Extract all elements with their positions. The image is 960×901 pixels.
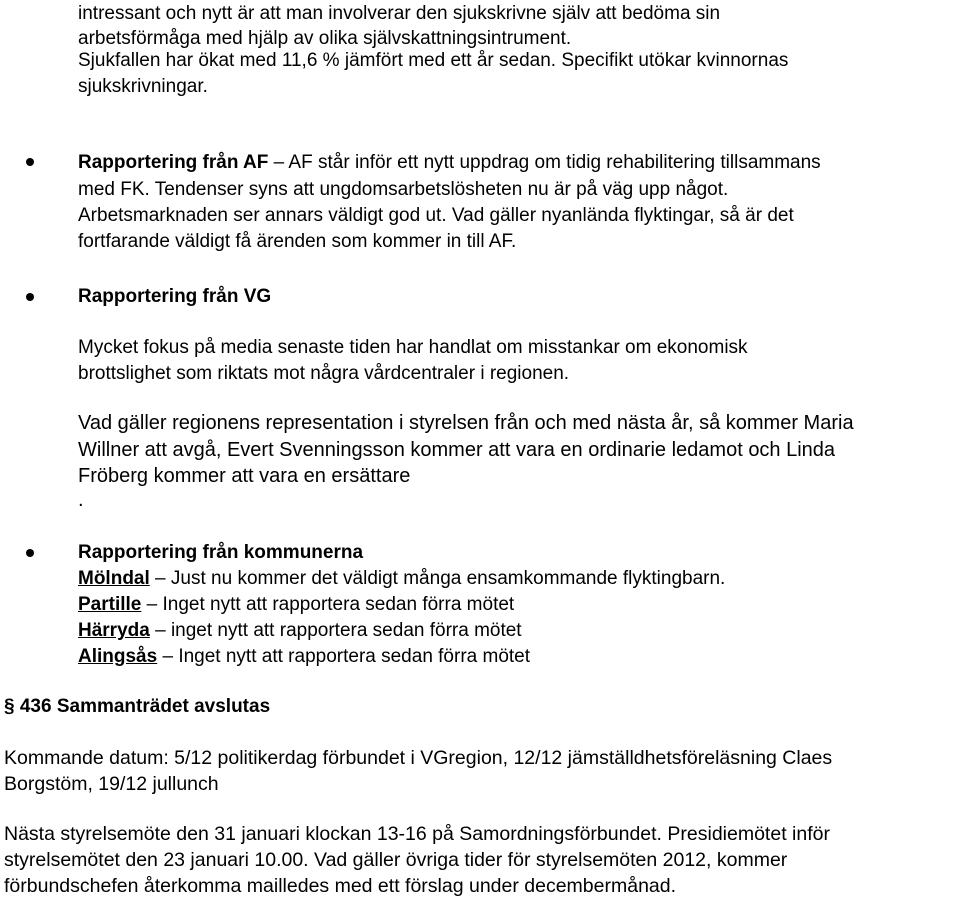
kommun-text: – inget nytt att rapportera sedan förra mötet xyxy=(149,620,522,641)
af-line-1 xyxy=(78,153,821,172)
bullet-icon xyxy=(26,549,34,557)
vg-p2-line-1: Vad gäller regionens representation i styrelsen från och med nästa år, så kommer Maria xyxy=(78,412,854,434)
kommun-item-molndal xyxy=(78,569,725,588)
kommun-name: Partille xyxy=(78,594,142,615)
kommun-text: – Inget nytt att rapportera sedan förra mötet xyxy=(157,646,531,667)
bullet-icon xyxy=(26,158,34,166)
section-number: § 436 xyxy=(4,696,52,717)
closing-p2-line-2: styrelsemötet den 23 januari 10.00. Vad gäller övriga tider för styrelsemöten 2012, kommer xyxy=(4,849,788,871)
kommun-item-harryda xyxy=(78,621,522,640)
section-title: Sammanträdet avslutas xyxy=(51,696,271,717)
kommun-item-alingsas xyxy=(78,647,530,666)
af-line-1-rest: – AF står inför ett nytt uppdrag om tidig rehabilitering tillsammans xyxy=(268,152,821,173)
kommun-text: – Inget nytt att rapportera sedan förra mötet xyxy=(141,594,515,615)
closing-p2-line-3: förbundschefen återkomma mailledes med ett förslag under decembermånad. xyxy=(4,875,677,897)
kommun-name: Alingsås xyxy=(78,646,158,667)
intro-line-1: intressant och nytt är att man involverar den sjukskrivne själv att bedöma sin xyxy=(78,3,721,24)
closing-p1-line-2: Borgstöm, 19/12 jullunch xyxy=(4,773,219,795)
intro-line-2: arbetsförmåga med hjälp av olika självskattningsintrument. xyxy=(78,28,572,49)
closing-p2-line-1: Nästa styrelsemöte den 31 januari klockan 13-16 på Samordningsförbundet. Presidiemötet inför xyxy=(4,823,830,845)
kommun-text: – Just nu kommer det väldigt många ensamkommande flyktingbarn. xyxy=(149,568,726,589)
section-436-heading xyxy=(4,697,270,716)
af-heading: Rapportering från AF xyxy=(78,152,269,173)
vg-p1-line-2: brottslighet som riktats mot några vårdcentraler i regionen. xyxy=(78,363,570,384)
vg-p2-line-2: Willner att avgå, Evert Svenningsson kommer att vara en ordinarie ledamot och Linda xyxy=(78,439,836,461)
af-line-3: Arbetsmarknaden ser annars väldigt god ut. Vad gäller nyanlända flyktingar, så är det xyxy=(78,205,794,226)
vg-heading: Rapportering från VG xyxy=(78,286,272,307)
vg-p2-line-3: Fröberg kommer att vara en ersättare xyxy=(78,465,411,487)
vg-p1-line-1: Mycket fokus på media senaste tiden har handlat om misstankar om ekonomisk xyxy=(78,337,748,358)
kommunerna-heading: Rapportering från kommunerna xyxy=(78,542,364,563)
vg-p2-dot: . xyxy=(78,489,84,511)
kommun-item-partille xyxy=(78,595,514,614)
kommun-name: Härryda xyxy=(78,620,150,641)
af-line-4: fortfarande väldigt få ärenden som kommer in till AF. xyxy=(78,231,517,252)
intro-line-3: Sjukfallen har ökat med 11,6 % jämfört med ett år sedan. Specifikt utökar kvinnornas xyxy=(78,50,789,71)
bullet-icon xyxy=(26,293,34,301)
closing-p1-line-1: Kommande datum: 5/12 politikerdag förbundet i VGregion, 12/12 jämställdhetsföreläsning Claes xyxy=(4,747,833,769)
kommun-name: Mölndal xyxy=(78,568,150,589)
intro-line-4: sjukskrivningar. xyxy=(78,76,208,97)
af-line-2: med FK. Tendenser syns att ungdomsarbetslösheten nu är på väg upp något. xyxy=(78,179,729,200)
